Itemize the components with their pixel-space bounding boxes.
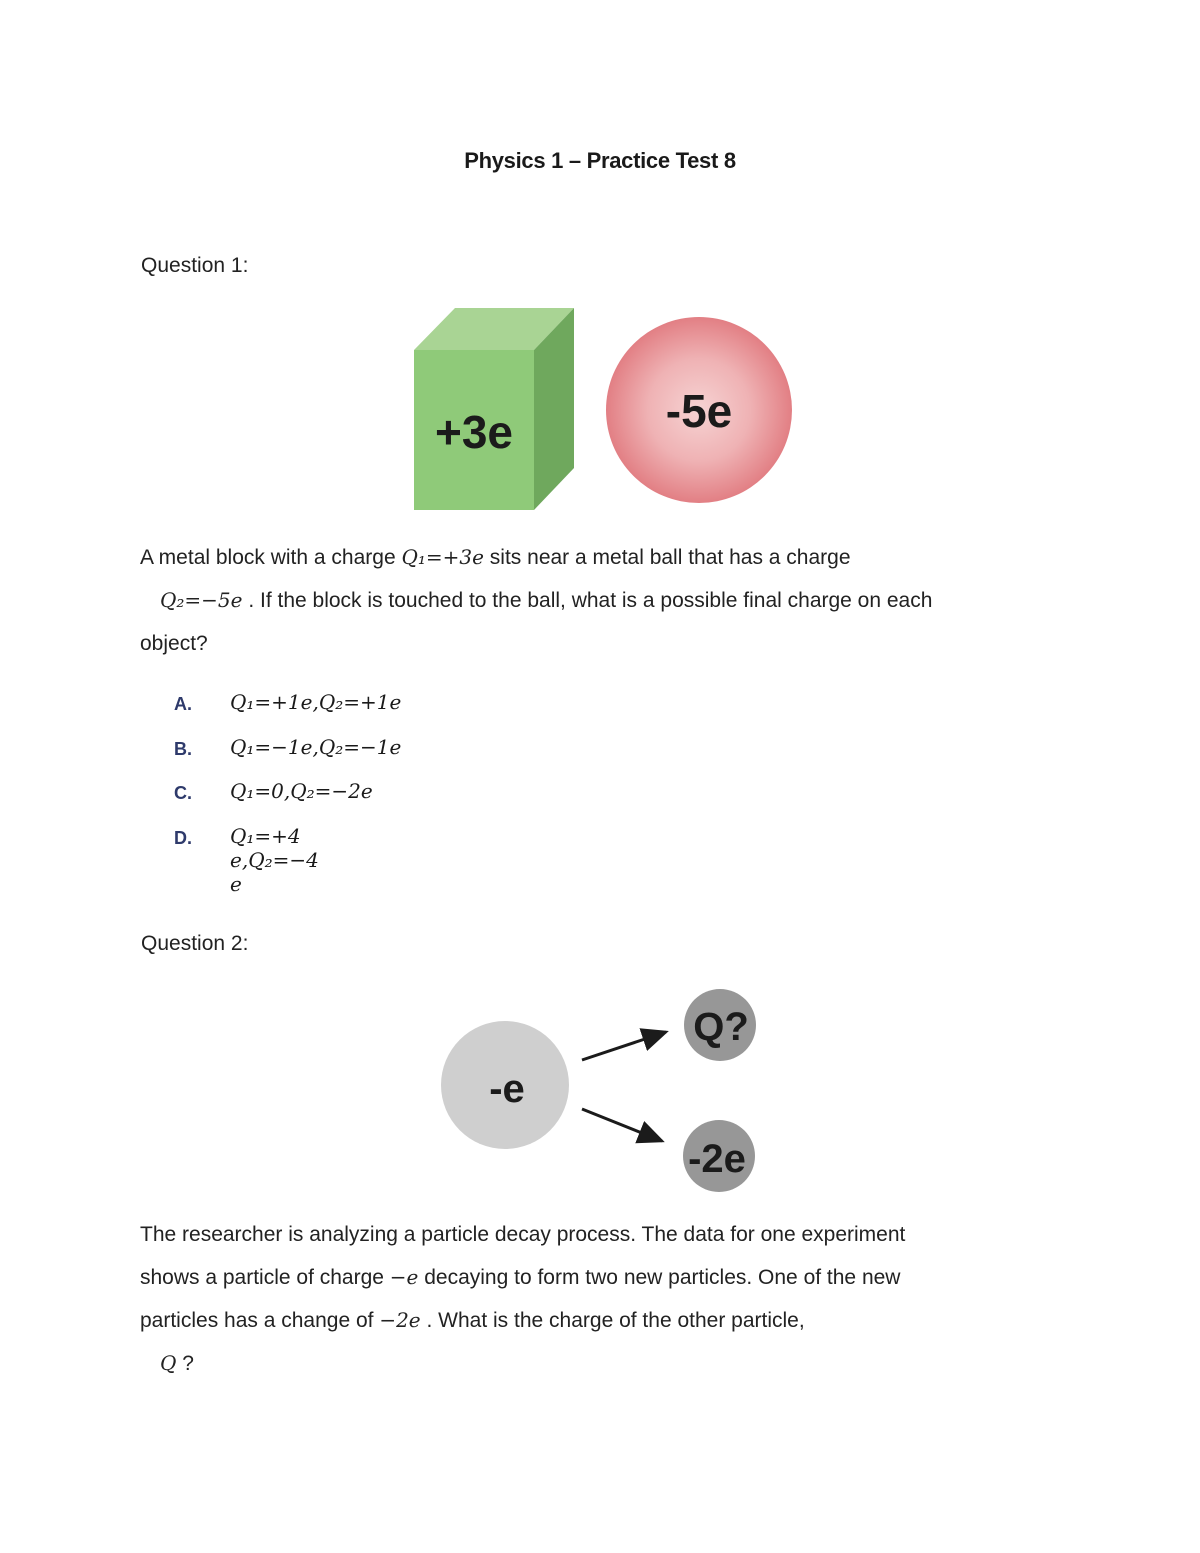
choice-letter: B. [174,738,192,759]
question-2-line-4: Q ? [160,1351,194,1375]
choice-expression: Q₁=+4 e,Q₂=−4 e [230,823,319,896]
question-2-heading: Question 2: [141,932,249,955]
block-charge-label: +3e [434,406,514,458]
decay-arrow-up [582,1032,666,1060]
parent-particle [441,1021,569,1149]
choice-letter: C. [174,783,192,803]
charged-metal-block [414,308,574,510]
unknown-charge-math: Q [160,1351,177,1375]
choice-letter: D. [174,827,192,848]
question-1-line-2: Q₂=−5e . If the block is touched to the ball, what is a possible final charge on each [160,588,933,612]
unknown-particle-label: Q? [693,1005,749,1049]
question-2-line-2: shows a particle of charge −e decaying to form two new particles. One of the new [140,1265,901,1289]
choice-letter: A. [174,694,192,714]
charged-metal-ball [606,317,792,503]
question-2-text [140,1213,1040,1385]
question-1-line-3: object? [140,632,208,655]
ball-charge-label: -5e [665,385,733,437]
page-title: Physics 1 – Practice Test 8 [464,148,736,173]
parent-particle-label: -e [489,1067,525,1111]
question-2-line-3: particles has a change of −2e . What is the charge of the other particle, [140,1308,805,1332]
question-1-heading: Question 1: [141,254,249,277]
question-1-text [140,536,1040,665]
parent-charge-math: −e [389,1265,419,1289]
choice-expression: Q₁=−1e,Q₂=−1e [230,734,402,759]
question-2-figure [430,980,770,1200]
charge-q1-math: Q₁=+3e [401,545,484,569]
question-1-line-1: A metal block with a charge Q₁=+3e sits near a metal ball that has a charge [140,545,851,569]
known-particle-label: -2e [688,1137,746,1181]
question-1-figure [400,300,810,520]
choice-expression: Q₁=+1e,Q₂=+1e [230,690,402,714]
choice-expression: Q₁=0,Q₂=−2e [230,779,373,803]
charge-q2-math: Q₂=−5e [160,588,243,612]
decay-arrow-down [582,1109,662,1141]
known-charge-particle [683,1120,755,1192]
known-charge-math: −2e [379,1308,421,1332]
question-2-line-1: The researcher is analyzing a particle decay process. The data for one experiment [140,1223,906,1246]
unknown-charge-particle [684,989,756,1061]
